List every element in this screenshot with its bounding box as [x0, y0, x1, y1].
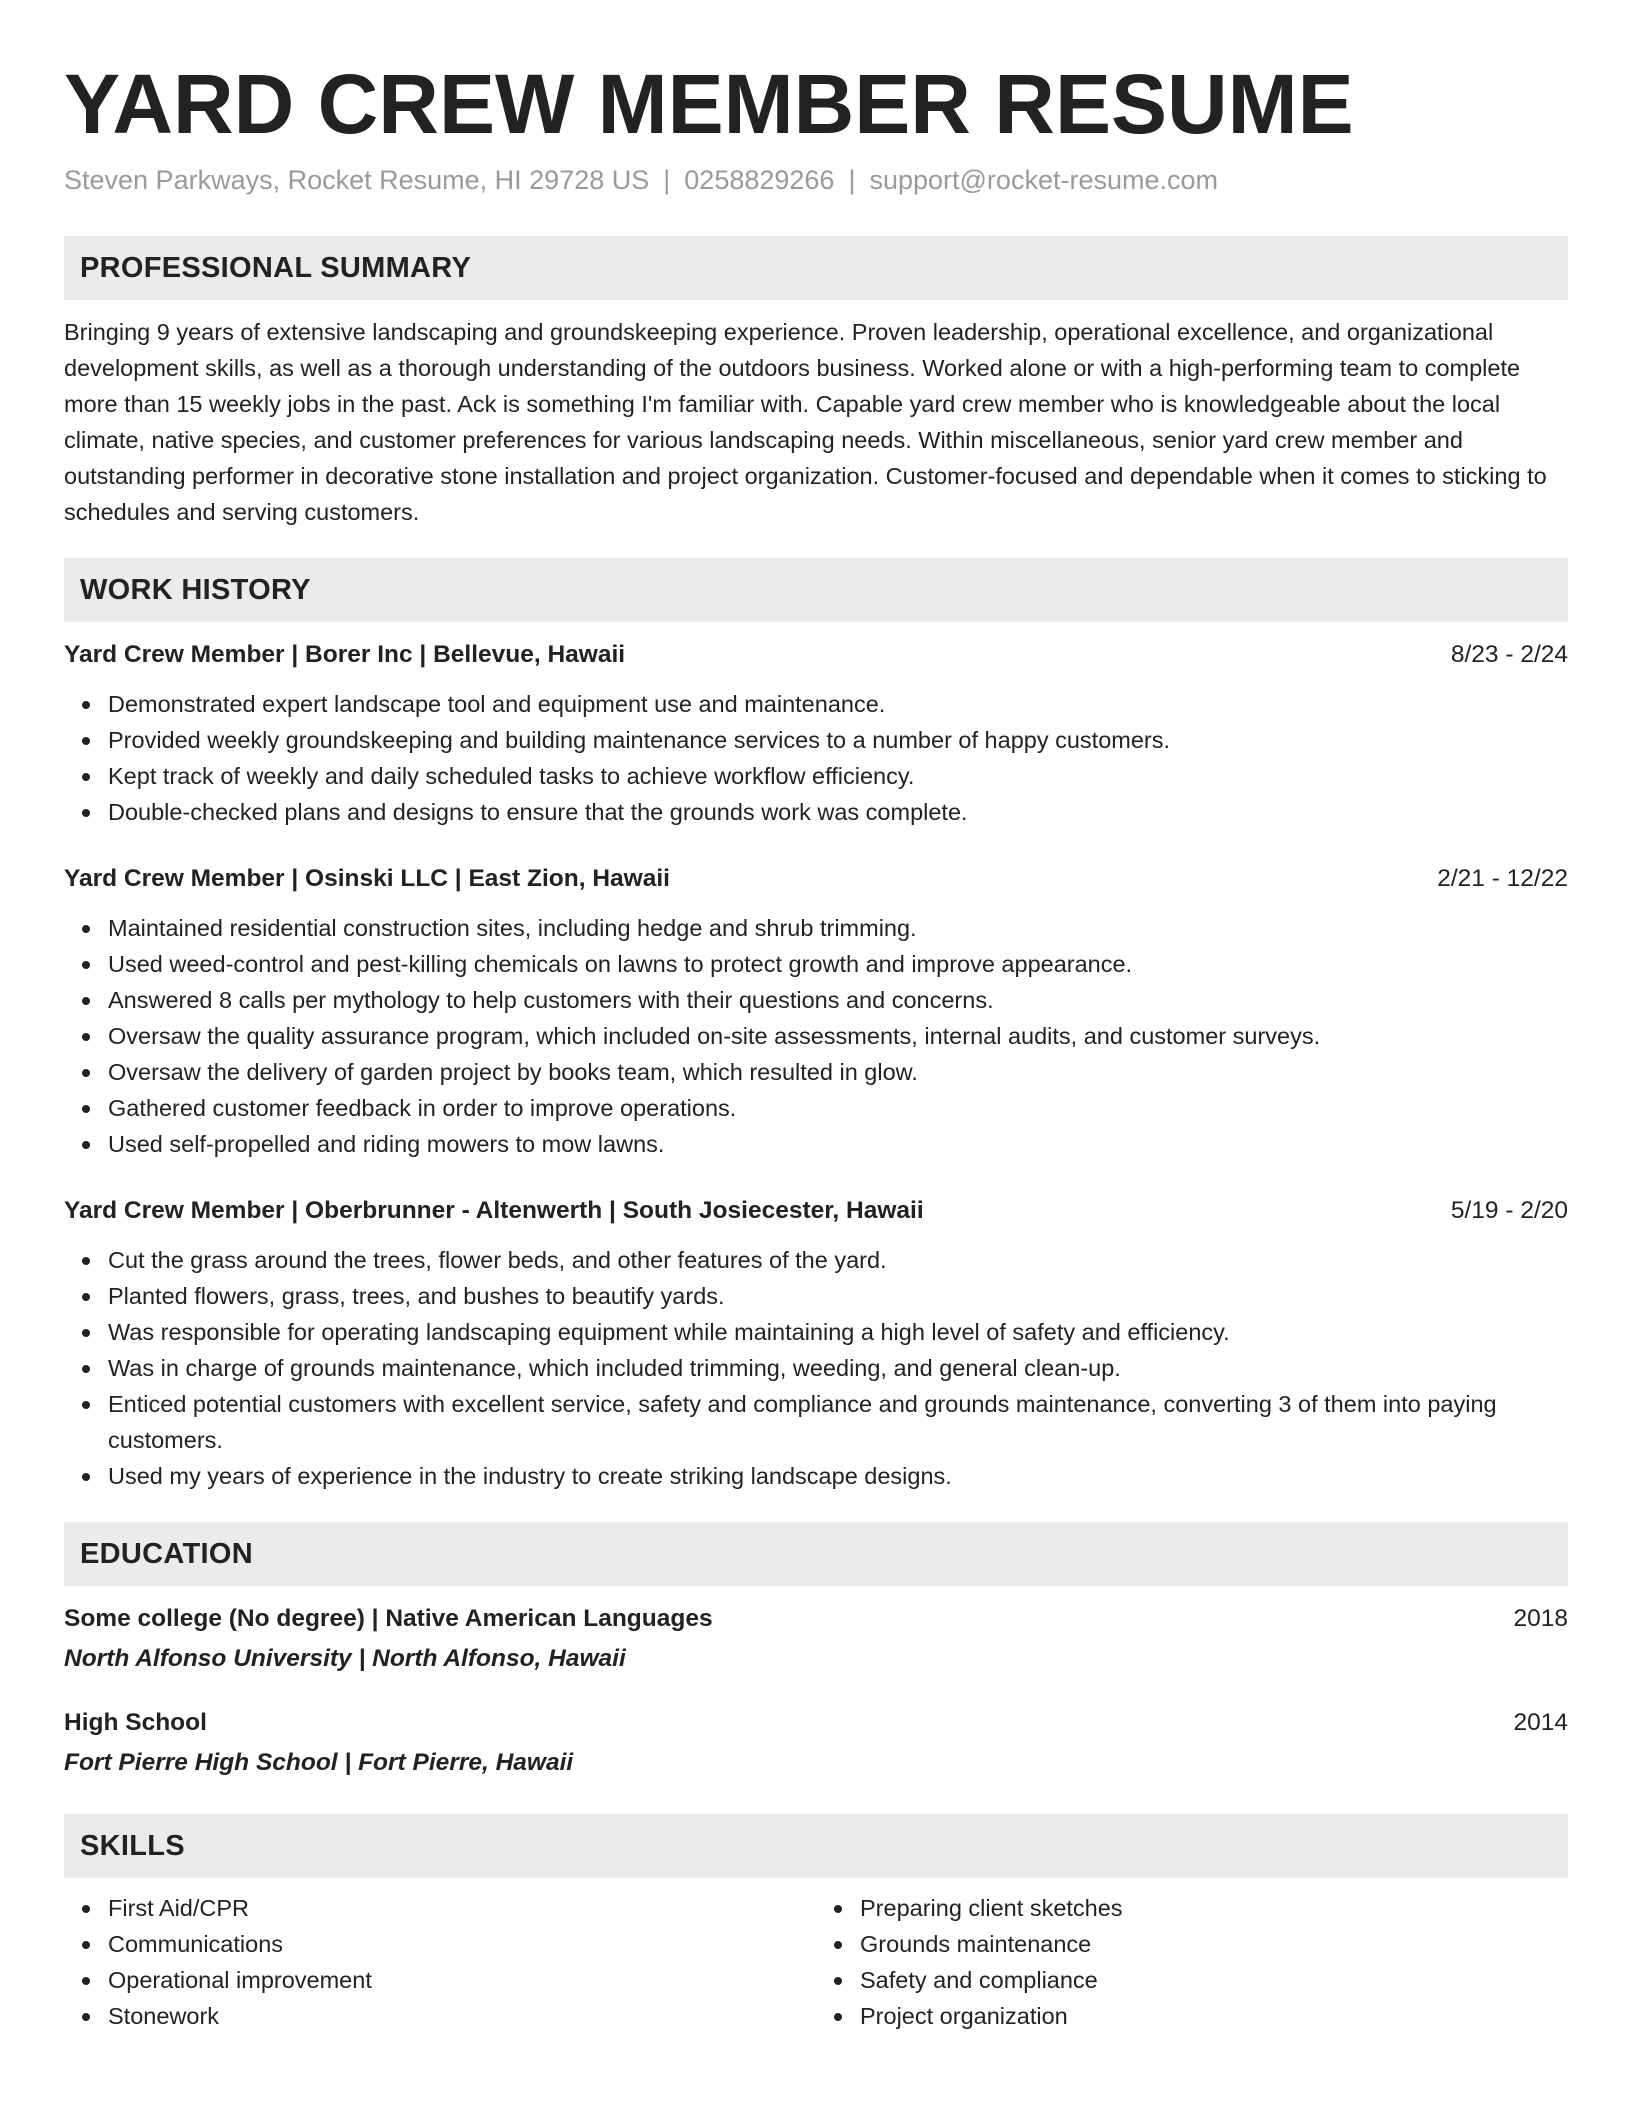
education-year: 2014 — [1513, 1709, 1568, 1736]
list-item: Was in charge of grounds maintenance, which included trimming, weeding, and general clean-up. — [108, 1350, 1568, 1386]
skill-item: Stonework — [108, 1998, 816, 2034]
contact-phone: 0258829266 — [684, 165, 835, 195]
section-heading-summary: PROFESSIONAL SUMMARY — [64, 236, 1568, 300]
skills-columns — [64, 1878, 1568, 2034]
skill-item: Communications — [108, 1926, 816, 1962]
list-item: Cut the grass around the trees, flower beds, and other features of the yard. — [108, 1242, 1568, 1278]
list-item: Provided weekly groundskeeping and building maintenance services to a number of happy customers. — [108, 722, 1568, 758]
list-item: Planted flowers, grass, trees, and bushes to beautify yards. — [108, 1278, 1568, 1314]
contact-line — [64, 162, 1568, 198]
skills-list-left — [64, 1890, 816, 2034]
job-bullets — [64, 1242, 1568, 1494]
skill-item: Operational improvement — [108, 1962, 816, 1998]
job-entry — [64, 862, 1568, 1162]
list-item: Gathered customer feedback in order to improve operations. — [108, 1090, 1568, 1126]
education-entry — [64, 1706, 1568, 1780]
list-item: Was responsible for operating landscaping equipment while maintaining a high level of safety and efficiency. — [108, 1314, 1568, 1350]
skill-item: Safety and compliance — [860, 1962, 1568, 1998]
education-school: Fort Pierre High School | Fort Pierre, Hawaii — [64, 1749, 574, 1776]
skill-item: Project organization — [860, 1998, 1568, 2034]
education-header — [64, 1602, 1568, 1636]
job-dates: 8/23 - 2/24 — [1450, 641, 1568, 668]
contact-email: support@rocket-resume.com — [869, 165, 1218, 195]
list-item: Used self-propelled and riding mowers to mow lawns. — [108, 1126, 1568, 1162]
resume-title: YARD CREW MEMBER RESUME — [64, 57, 1354, 151]
section-heading-work: WORK HISTORY — [64, 558, 1568, 622]
list-item: Kept track of weekly and daily scheduled tasks to achieve workflow efficiency. — [108, 758, 1568, 794]
list-item: Demonstrated expert landscape tool and equipment use and maintenance. — [108, 686, 1568, 722]
list-item: Used my years of experience in the industry to create striking landscape designs. — [108, 1458, 1568, 1494]
job-entry — [64, 1194, 1568, 1494]
job-header — [64, 638, 1568, 672]
summary-text: Bringing 9 years of extensive landscaping and groundskeeping experience. Proven leadership, operational excellence, and organizational development skills, as well as a thorough understanding of the outdoors business. Worked alone or with a high-performing team to complete more than 15 weekly jobs in the past. Ack is something I'm familiar with. Capable yard crew member who is knowledgeable about the local climate, native species, and customer preferences for various landscaping needs. Within miscellaneous, senior yard crew member and outstanding performer in decorative stone installation and project organization. Customer-focused and dependable when it comes to sticking to schedules and serving customers. — [64, 319, 1547, 525]
education-year: 2018 — [1513, 1605, 1568, 1632]
list-item: Enticed potential customers with excellent service, safety and compliance and grounds maintenance, converting 3 of them into paying customers. — [108, 1386, 1568, 1458]
list-item: Double-checked plans and designs to ensure that the grounds work was complete. — [108, 794, 1568, 830]
job-bullets — [64, 686, 1568, 830]
skill-item: First Aid/CPR — [108, 1890, 816, 1926]
list-item: Oversaw the quality assurance program, which included on-site assessments, internal audits, and customer surveys. — [108, 1018, 1568, 1054]
contact-separator: | — [663, 165, 671, 195]
skill-item: Grounds maintenance — [860, 1926, 1568, 1962]
list-item: Used weed-control and pest-killing chemicals on lawns to protect growth and improve appearance. — [108, 946, 1568, 982]
job-header — [64, 1194, 1568, 1228]
section-heading-skills: SKILLS — [64, 1814, 1568, 1878]
job-title: Yard Crew Member | Oberbrunner - Altenwerth | South Josiecester, Hawaii — [64, 1197, 924, 1224]
job-entry — [64, 638, 1568, 830]
list-item: Maintained residential construction sites, including hedge and shrub trimming. — [108, 910, 1568, 946]
contact-separator: | — [848, 165, 856, 195]
skills-list-right — [816, 1890, 1568, 2034]
education-degree: High School — [64, 1709, 207, 1736]
list-item: Answered 8 calls per mythology to help customers with their questions and concerns. — [108, 982, 1568, 1018]
job-bullets — [64, 910, 1568, 1162]
education-school: North Alfonso University | North Alfonso, Hawaii — [64, 1645, 626, 1672]
job-title: Yard Crew Member | Borer Inc | Bellevue, Hawaii — [64, 641, 626, 668]
list-item: Oversaw the delivery of garden project by books team, which resulted in glow. — [108, 1054, 1568, 1090]
job-dates: 2/21 - 12/22 — [1437, 865, 1568, 892]
job-header — [64, 862, 1568, 896]
job-dates: 5/19 - 2/20 — [1450, 1197, 1568, 1224]
education-header — [64, 1706, 1568, 1740]
education-entry — [64, 1602, 1568, 1676]
education-degree: Some college (No degree) | Native American Languages — [64, 1605, 713, 1632]
job-title: Yard Crew Member | Osinski LLC | East Zion, Hawaii — [64, 865, 670, 892]
contact-address: Steven Parkways, Rocket Resume, HI 29728 US — [64, 165, 650, 195]
skill-item: Preparing client sketches — [860, 1890, 1568, 1926]
section-heading-education: EDUCATION — [64, 1522, 1568, 1586]
